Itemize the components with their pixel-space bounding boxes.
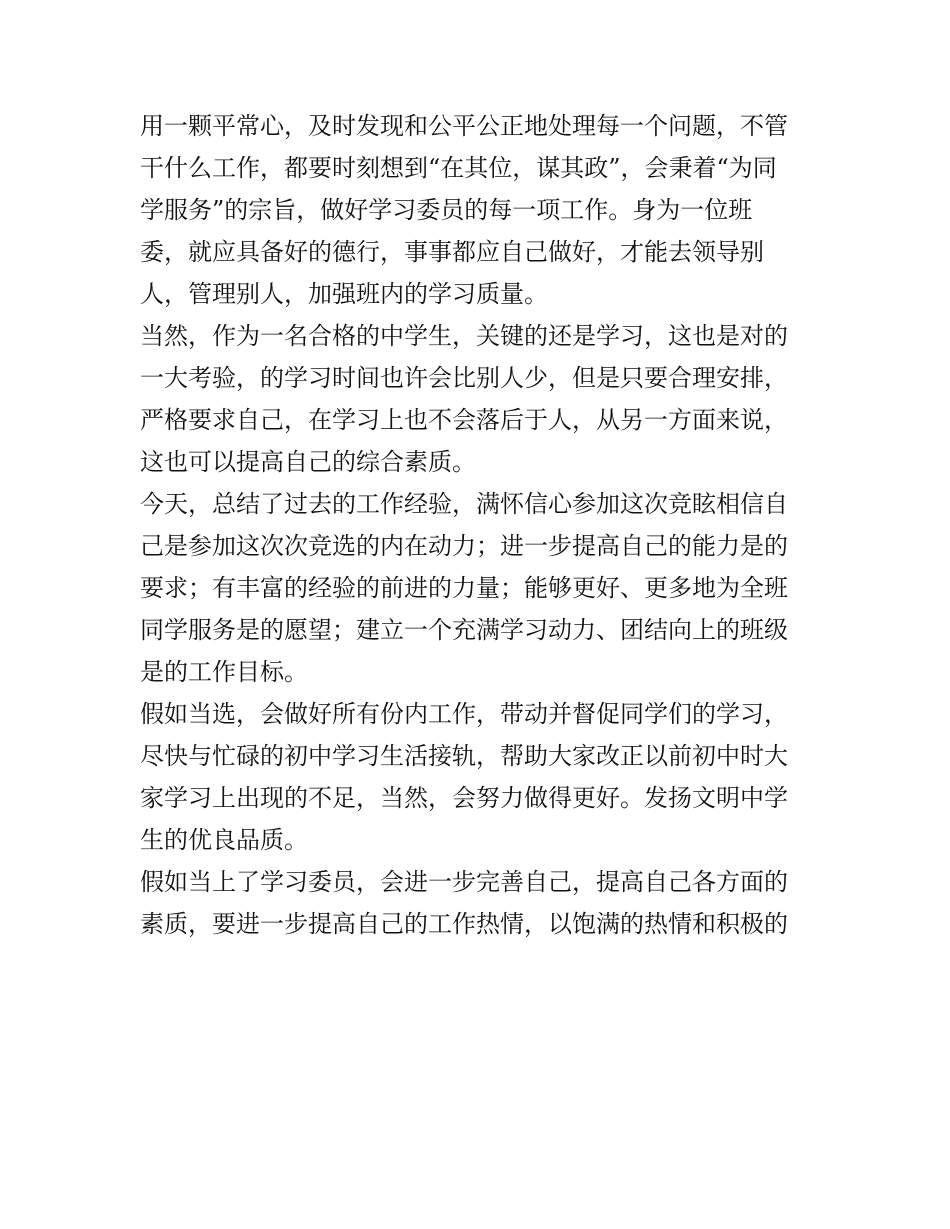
text-line-5: 人，管理别人，加强班内的学习质量。 (140, 280, 548, 308)
text-line-2: 干什么工作，都要时刻想到“在其位，谋其政”，会秉着“为同 (140, 154, 777, 182)
text-line-1: 用一颗平常心，及时发现和公平公正地处理每一个问题，不管 (140, 112, 788, 140)
text-line-16: 尽快与忙碌的初中学习生活接轨，帮助大家改正以前初中时大 (140, 742, 788, 770)
text-line-13: 同学服务是的愿望；建立一个充满学习动力、团结向上的班级 (140, 616, 788, 644)
text-line-8: 严格要求自己，在学习上也不会落后于人，从另一方面来说， (140, 406, 788, 434)
text-line-19: 假如当上了学习委员，会进一步完善自己，提高自己各方面的 (140, 868, 788, 896)
text-line-18: 生的优良品质。 (140, 826, 308, 854)
text-line-20: 素质，要进一步提高自己的工作热情，以饱满的热情和积极的 (140, 910, 788, 938)
text-line-6: 当然，作为一名合格的中学生，关键的还是学习，这也是对的 (140, 322, 788, 350)
text-line-17: 家学习上出现的不足，当然，会努力做得更好。发扬文明中学 (140, 784, 788, 812)
text-line-3: 学服务”的宗旨，做好学习委员的每一项工作。身为一位班 (140, 196, 753, 224)
document-body (140, 105, 820, 945)
text-line-9: 这也可以提高自己的综合素质。 (140, 448, 476, 476)
text-line-4: 委，就应具备好的德行，事事都应自己做好，才能去领导别 (140, 238, 764, 266)
text-line-15: 假如当选，会做好所有份内工作，带动并督促同学们的学习， (140, 700, 788, 728)
text-line-12: 要求；有丰富的经验的前进的力量；能够更好、更多地为全班 (140, 574, 788, 602)
text-line-7: 一大考验，的学习时间也许会比别人少，但是只要合理安排， (140, 364, 788, 392)
text-line-14: 是的工作目标。 (140, 658, 308, 686)
text-line-10: 今天，总结了过去的工作经验，满怀信心参加这次竞眩相信自 (140, 490, 788, 518)
text-line-11: 己是参加这次次竞选的内在动力；进一步提高自己的能力是的 (140, 532, 788, 560)
